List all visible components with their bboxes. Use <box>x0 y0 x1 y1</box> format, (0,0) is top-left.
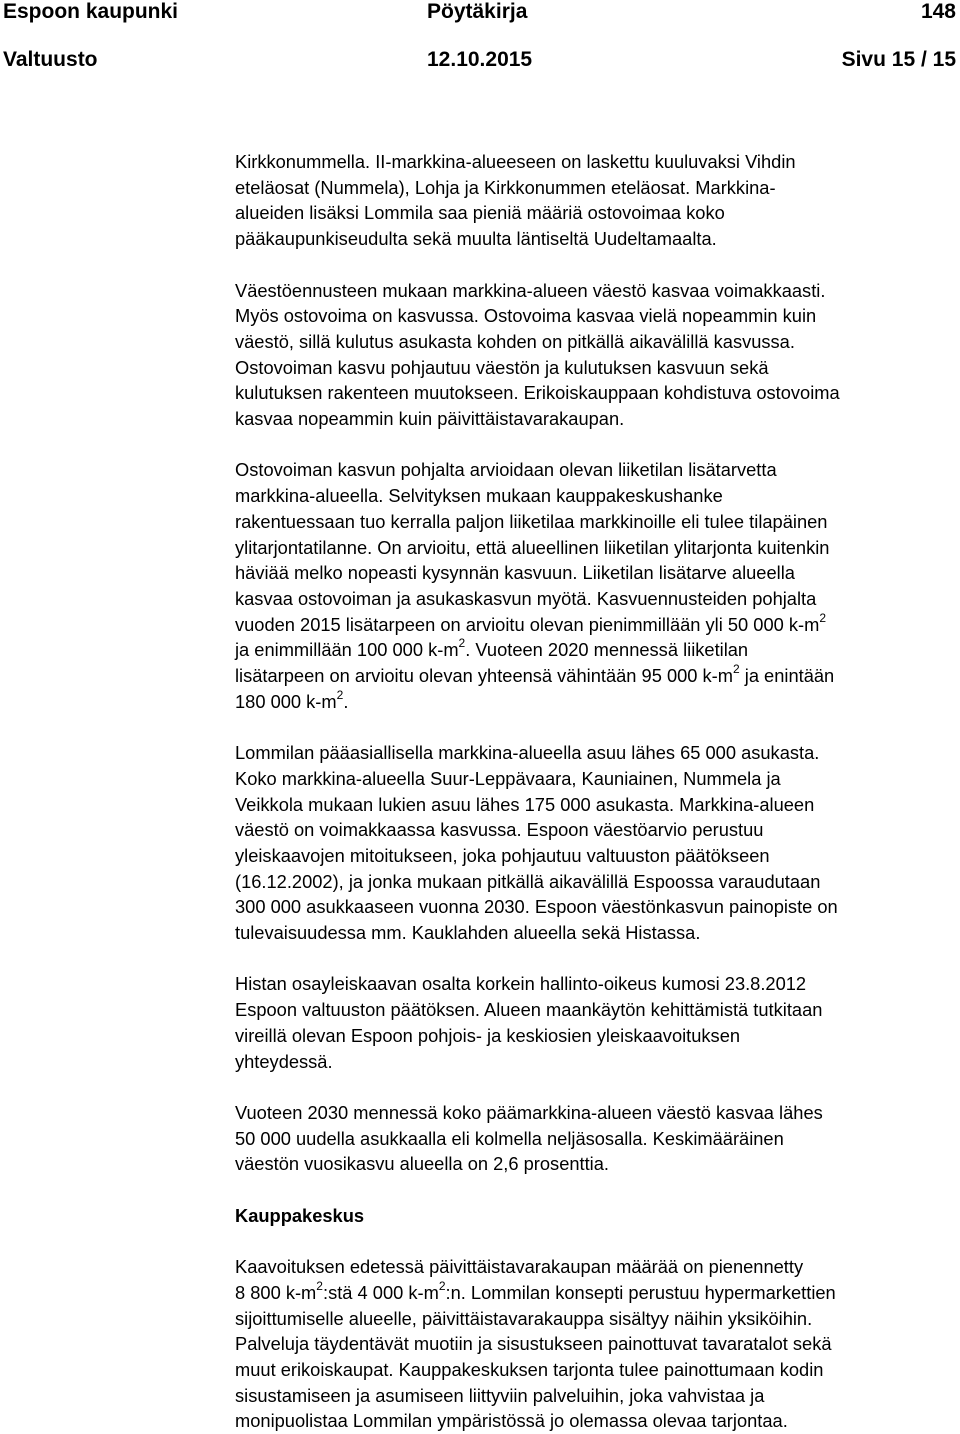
paragraph <box>235 1254 957 1434</box>
superscript: 2 <box>458 636 466 651</box>
section-heading <box>235 1203 957 1229</box>
text-segment: :stä 4 000 k-m <box>322 1281 439 1303</box>
text-line: sijoittumiselle alueelle, päivittäistavarakauppa sisältyy näihin yksiköihin. <box>235 1307 813 1329</box>
text-line: häviää melko nopeasti kysynnän kasvuun. Liiketilan lisätarve alueella <box>235 562 795 584</box>
text-line: monipuolistaa Lommilan ympäristössä jo olemassa olevaa tarjontaa. <box>235 1410 788 1432</box>
text-line: yleiskaavojen mitoitukseen, joka pohjautuu valtuuston päätökseen <box>235 844 770 866</box>
text-line: väestö on voimakkaassa kasvussa. Espoon väestöarvio perustuu <box>235 819 764 841</box>
text-line: tulevaisuudessa mm. Kauklahden alueella sekä Histassa. <box>235 922 701 944</box>
text-line <box>235 637 957 663</box>
text-line: Histan osayleiskaavan osalta korkein hallinto-oikeus kumosi 23.8.2012 <box>235 973 807 995</box>
text-line: väestön vuosikasvu alueella on 2,6 prosenttia. <box>235 1153 609 1175</box>
text-line: ylitarjontatilanne. On arvioitu, että alueellinen liiketilan ylitarjonta kuitenkin <box>235 536 830 558</box>
text-segment: . Vuoteen 2020 mennessä liiketilan <box>465 639 749 661</box>
text-line: kasvaa nopeammin kuin päivittäistavarakaupan. <box>235 408 625 430</box>
section-heading-text: Kauppakeskus <box>235 1204 365 1226</box>
text-line: väestö, sillä kulutus asukasta kohden on pitkällä aikavälillä kasvussa. <box>235 330 795 352</box>
text-line: sisustamiseen ja asumiseen liittyviin palveluihin, joka vahvistaa ja <box>235 1384 765 1406</box>
text-line: Väestöennusteen mukaan markkina-alueen väestö kasvaa voimakkaasti. <box>235 279 826 301</box>
text-line <box>235 612 957 638</box>
text-line: Ostovoiman kasvu pohjautuu väestön ja kulutuksen kasvuun sekä <box>235 356 769 378</box>
text-line: rakentuessaan tuo kerralla paljon liiketilaa markkinoille eli tulee tilapäinen <box>235 510 828 532</box>
superscript: 2 <box>732 661 740 676</box>
text-line: Lommilan pääasiallisella markkina-alueella asuu lähes 65 000 asukasta. <box>235 742 820 764</box>
superscript: 2 <box>819 610 827 625</box>
paragraph <box>235 278 957 432</box>
paragraph <box>235 971 957 1074</box>
paragraph <box>235 1100 957 1177</box>
text-line: alueiden lisäksi Lommila saa pieniä määriä ostovoimaa koko <box>235 202 725 224</box>
paragraph <box>235 740 957 946</box>
text-line: eteläosat (Nummela), Lohja ja Kirkkonummen eteläosat. Markkina- <box>235 176 776 198</box>
text-segment: ja enimmillään 100 000 k-m <box>235 639 459 661</box>
text-line: kasvaa ostovoiman ja asukaskasvun myötä. Kasvuennusteiden pohjalta <box>235 587 817 609</box>
text-segment: 8 800 k-m <box>235 1281 317 1303</box>
text-line: Veikkola mukaan lukien asuu lähes 175 000 asukasta. Markkina-alueen <box>235 793 815 815</box>
text-line: kulutuksen rakenteen muutokseen. Erikoiskauppaan kohdistuva ostovoima <box>235 382 840 404</box>
superscript: 2 <box>336 687 344 702</box>
text-line: Koko markkina-alueella Suur-Leppävaara, Kauniainen, Nummela ja <box>235 767 781 789</box>
text-line: pääkaupunkiseudulta sekä muulta läntiseltä Uudeltamaalta. <box>235 228 717 250</box>
text-segment: . <box>343 690 349 712</box>
text-segment: 180 000 k-m <box>235 690 337 712</box>
text-line: Myös ostovoima on kasvussa. Ostovoima kasvaa vielä nopeammin kuin <box>235 305 817 327</box>
text-line: muut erikoiskaupat. Kauppakeskuksen tarjonta tulee painottumaan kodin <box>235 1358 824 1380</box>
superscript: 2 <box>438 1278 446 1293</box>
text-line: yhteydessä. <box>235 1050 333 1072</box>
text-line <box>235 689 957 715</box>
text-line <box>235 1280 957 1306</box>
header-section-number: 148 <box>920 0 956 23</box>
text-line: (16.12.2002), ja jonka mukaan pitkällä aikavälillä Espoossa varaudutaan <box>235 870 821 892</box>
paragraph <box>235 149 957 252</box>
header-date: 12.10.2015 <box>427 48 533 71</box>
text-segment: lisätarpeen on arvioitu olevan yhteensä vähintään 95 000 k-m <box>235 665 733 687</box>
header-org: Espoon kaupunki <box>3 0 179 23</box>
text-line: vireillä olevan Espoon pohjois- ja keskiosien yleiskaavoituksen <box>235 1024 741 1046</box>
text-line: markkina-alueella. Selvityksen mukaan kauppakeskushanke <box>235 485 723 507</box>
text-segment: :n. Lommilan konsepti perustuu hypermarkettien <box>445 1281 836 1303</box>
text-line: Ostovoiman kasvun pohjalta arvioidaan olevan liiketilan lisätarvetta <box>235 459 777 481</box>
text-segment: ja enintään <box>739 665 835 687</box>
text-line: Kaavoituksen edetessä päivittäistavarakaupan määrää on pienennetty <box>235 1256 804 1278</box>
text-line: Palveluja täydentävät muotiin ja sisustukseen painottuvat tavaratalot sekä <box>235 1333 832 1355</box>
superscript: 2 <box>316 1278 323 1293</box>
text-segment: vuoden 2015 lisätarpeen on arvioitu olevan pienimmillään yli 50 000 k-m <box>235 613 820 635</box>
text-line <box>235 663 957 689</box>
text-line: Espoon valtuuston päätöksen. Alueen maankäytön kehittämistä tutkitaan <box>235 999 823 1021</box>
text-line: Kirkkonummella. II-markkina-alueeseen on laskettu kuuluvaksi Vihdin <box>235 151 796 172</box>
header-page: Sivu 15 / 15 <box>841 48 956 71</box>
document-body <box>235 149 957 1434</box>
paragraph <box>235 457 957 714</box>
text-line: 50 000 uudella asukkaalla eli kolmella neljäsosalla. Keskimääräinen <box>235 1127 784 1149</box>
text-line: Vuoteen 2030 mennessä koko päämarkkina-alueen väestö kasvaa lähes <box>235 1101 823 1123</box>
header-body: Valtuusto <box>3 48 98 71</box>
header-doc-type: Pöytäkirja <box>427 0 528 23</box>
text-line: 300 000 asukkaaseen vuonna 2030. Espoon väestönkasvun painopiste on <box>235 896 838 918</box>
